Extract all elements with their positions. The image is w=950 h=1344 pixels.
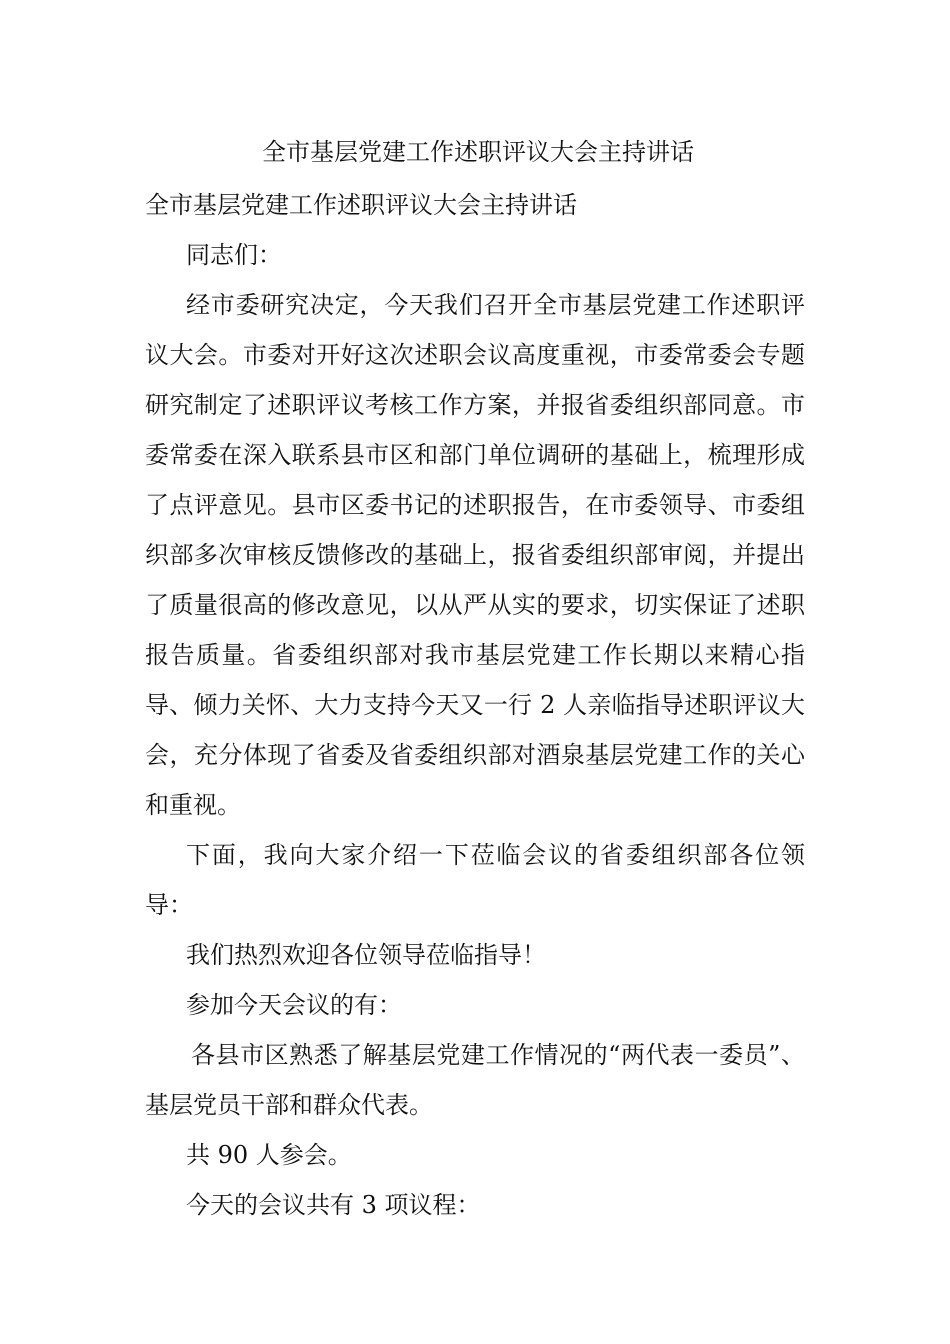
subtitle-paragraph: 全市基层党建工作述职评议大会主持讲话	[145, 191, 577, 219]
attendance-count-paragraph: 共 90 人参会。	[186, 1141, 352, 1169]
document-title: 全市基层党建工作述职评议大会主持讲话	[262, 138, 694, 166]
document-body	[145, 180, 805, 1230]
leaders-intro-paragraph: 下面，我向大家介绍一下莅临会议的省委组织部各位领导：	[145, 841, 805, 919]
salutation-paragraph: 同志们：	[186, 241, 282, 269]
attendees-paragraph: 各县市区熟悉了解基层党建工作情况的“两代表一委员”、基层党员干部和群众代表。	[145, 1041, 805, 1119]
intro-paragraph: 经市委研究决定，今天我们召开全市基层党建工作述职评议大会。市委对开好这次述职会议高度重视，市委常委会专题研究制定了述职评议考核工作方案，并报省委组织部同意。市委常委在深入联系县市区和部门单位调研的基础上，梳理形成了点评意见。县市区委书记的述职报告，在市委领导、市委组织部多次审核反馈修改的基础上，报省委组织部审阅，并提出了质量很高的修改意见，以从严从实的要求，切实保证了述职报告质量。省委组织部对我市基层党建工作长期以来精心指导、倾力关怀、大力支持今天又一行 2 人亲临指导述职评议大会，充分体现了省委及省委组织部对酒泉基层党建工作的关心和重视。	[145, 291, 805, 819]
attendees-heading-paragraph: 参加今天会议的有：	[186, 991, 402, 1019]
agenda-paragraph: 今天的会议共有 3 项议程：	[186, 1191, 481, 1219]
welcome-paragraph: 我们热烈欢迎各位领导莅临指导！	[186, 941, 546, 969]
